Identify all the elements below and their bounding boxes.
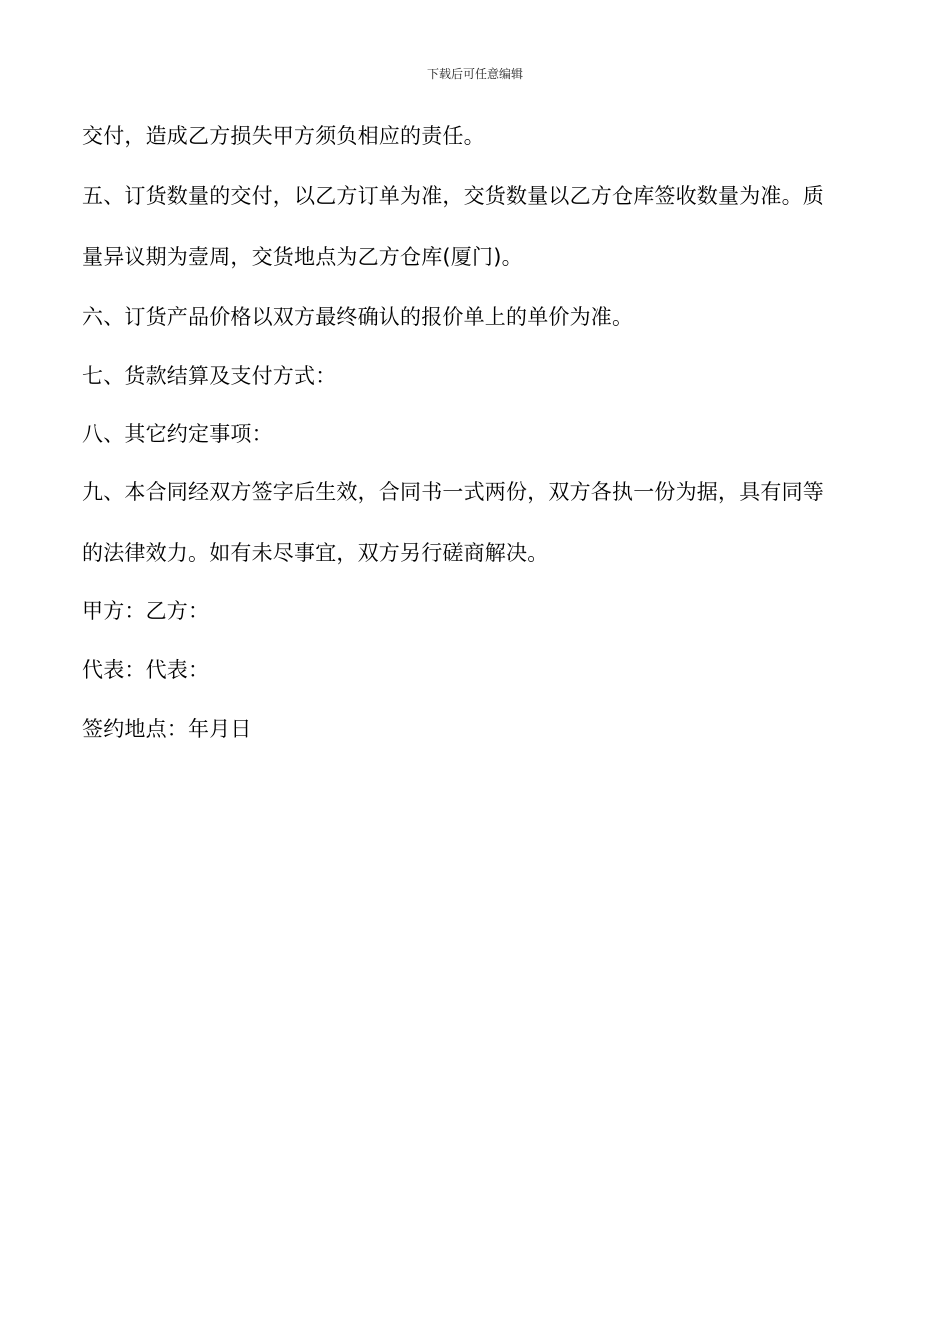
clause-8: 八、其它约定事项： — [82, 422, 273, 446]
clause-9-line-2: 的法律效力。如有未尽事宜，双方另行磋商解决。 — [82, 541, 549, 565]
clause-5-line-1: 五、订货数量的交付，以乙方订单为准，交货数量以乙方仓库签收数量为准。质 — [82, 184, 824, 208]
clause-5-line-2: 量异议期为壹周，交货地点为乙方仓库(厦门)。 — [82, 245, 523, 269]
page-header: 下载后可任意编辑 — [426, 67, 523, 81]
signature-parties: 甲方：乙方： — [82, 599, 210, 623]
clause-6: 六、订货产品价格以双方最终确认的报价单上的单价为准。 — [82, 305, 634, 329]
clause-4-continuation: 交付，造成乙方损失甲方须负相应的责任。 — [82, 124, 485, 148]
signing-place-date: 签约地点：年月日 — [82, 717, 252, 741]
signature-representatives: 代表：代表： — [82, 658, 210, 682]
clause-7: 七、货款结算及支付方式： — [82, 364, 337, 388]
clause-9-line-1: 九、本合同经双方签字后生效，合同书一式两份，双方各执一份为据，具有同等 — [82, 480, 824, 504]
